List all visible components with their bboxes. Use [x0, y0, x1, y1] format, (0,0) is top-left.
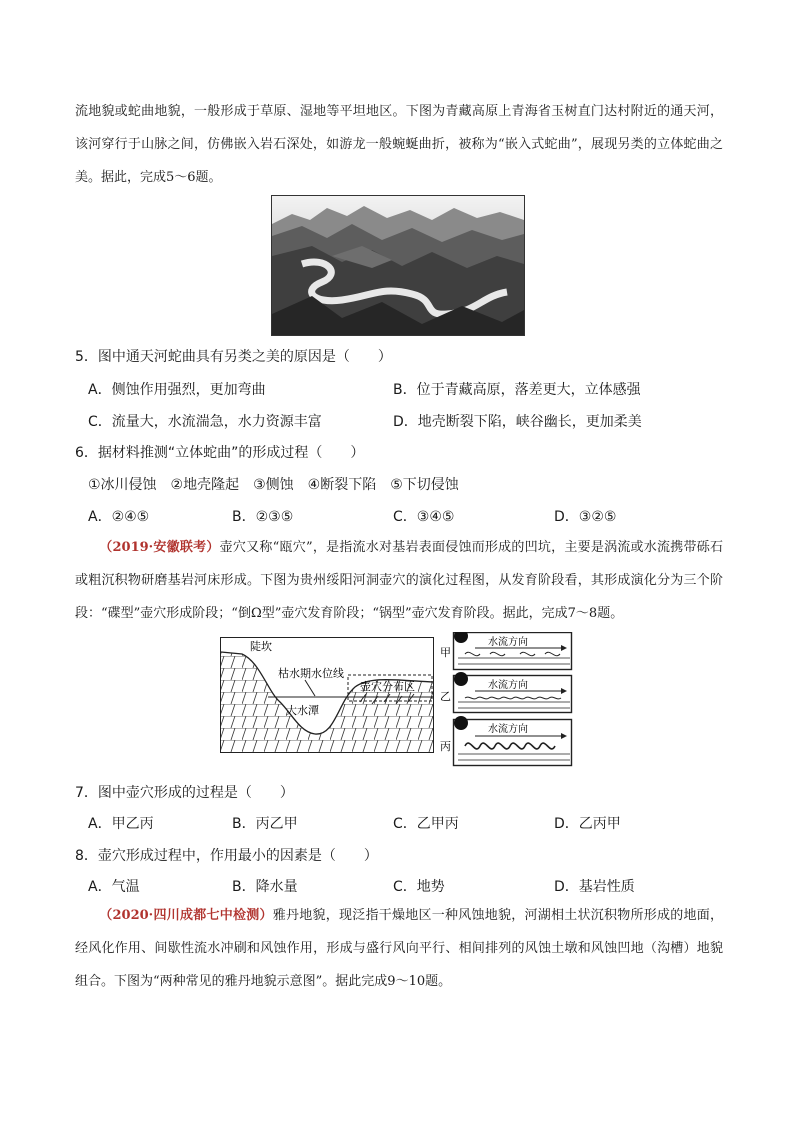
pothole-evolution-diagram	[220, 632, 580, 770]
label-yi: 乙	[440, 690, 451, 703]
q8-option-d[interactable]: D．基岩性质	[554, 879, 635, 895]
question-5-stem: 5．图中通天河蛇曲具有另类之美的原因是（ ）	[75, 349, 392, 365]
question-6-stem: 6．据材料推测“立体蛇曲”的形成过程（ ）	[75, 445, 365, 461]
q5-option-b[interactable]: B．位于青藏高原，落差更大，立体感强	[393, 382, 641, 398]
q6-option-a[interactable]: A．②④⑤	[88, 509, 150, 525]
label-low-water-line: 枯水期水位线	[278, 667, 344, 680]
stage-yi-panel	[454, 672, 572, 713]
q5-option-a[interactable]: A．侧蚀作用强烈，更加弯曲	[88, 382, 266, 398]
label-bing: 丙	[440, 740, 451, 753]
question-7-stem: 7．图中壶穴形成的过程是（ ）	[75, 785, 294, 801]
source-tag-2020: （2020·四川成都七中检测）	[99, 908, 273, 923]
flow-direction-label-bing: 水流方向	[488, 724, 528, 735]
stage-jia-panel	[454, 632, 572, 670]
q7-option-d[interactable]: D．乙丙甲	[554, 816, 621, 832]
label-big-pool: 大水潭	[286, 704, 319, 717]
source-tag-2019: （2019·安徽联考）	[99, 540, 220, 555]
intro-3-text: 雅丹地貌，现泛指干燥地区一种风蚀地貌，河湖相土状沉积物所形成的地面，经风化作用、间歇性流水冲刷和风蚀作用，形成与盛行风向平行、相间排列的风蚀土墩和风蚀凹地（沟槽）地貌组合。下图为“两种常见的雅丹地貌示意图”。据此完成9～10题。	[75, 908, 723, 989]
river-meander-photo	[271, 195, 525, 336]
q6-option-b[interactable]: B．②③⑤	[232, 509, 294, 525]
q7-option-c[interactable]: C．乙甲丙	[393, 816, 459, 832]
q7-option-a[interactable]: A．甲乙丙	[88, 816, 154, 832]
flow-direction-label-yi: 水流方向	[488, 680, 528, 691]
q8-option-b[interactable]: B．降水量	[232, 879, 298, 895]
q7-option-b[interactable]: B．丙乙甲	[232, 816, 298, 832]
label-steep-bank: 陡坎	[250, 640, 272, 653]
q5-option-d[interactable]: D．地壳断裂下陷，峡谷幽长，更加柔美	[393, 414, 642, 430]
cross-section	[221, 638, 434, 753]
label-jia: 甲	[440, 646, 451, 659]
q8-option-a[interactable]: A．气温	[88, 879, 140, 895]
q8-option-c[interactable]: C．地势	[393, 879, 445, 895]
flow-direction-label-jia: 水流方向	[488, 637, 528, 648]
label-pothole-area: 壶穴分布区	[360, 680, 415, 693]
meander-landscape-image	[272, 196, 524, 335]
q6-items: ①冰川侵蚀 ②地壳隆起 ③侧蚀 ④断裂下陷 ⑤下切侵蚀	[88, 477, 459, 493]
intro-2-text: 壶穴又称“瓯穴”，是指流水对基岩表面侵蚀而形成的凹坑，主要是涡流或水流携带砾石或粗沉积物研磨基岩河床形成。下图为贵州绥阳河洞壶穴的演化过程图，从发育阶段看，其形成演化分为三个阶段：“碟型”壶穴形成阶段；“倒Ω型”壶穴发育阶段；“锅型”壶穴发育阶段。据此，完成7～8题。	[75, 540, 723, 621]
intro-paragraph-1: 流地貌或蛇曲地貌，一般形成于草原、湿地等平坦地区。下图为青藏高原上青海省玉树直门达村附近的通天河，该河穿行于山脉之间，仿佛嵌入岩石深处，如游龙一般蜿蜒曲折，被称为“嵌入式蛇曲”，展现另类的立体蛇曲之美。据此，完成5～6题。	[75, 104, 723, 185]
q6-option-c[interactable]: C．③④⑤	[393, 509, 455, 525]
intro-paragraph-2	[75, 531, 723, 630]
stage-bing-panel	[454, 716, 572, 766]
intro-paragraph-3	[75, 899, 723, 998]
q5-option-c[interactable]: C．流量大，水流湍急，水力资源丰富	[88, 414, 322, 430]
q6-option-d[interactable]: D．③②⑤	[554, 509, 617, 525]
question-8-stem: 8．壶穴形成过程中，作用最小的因素是（ ）	[75, 848, 378, 864]
